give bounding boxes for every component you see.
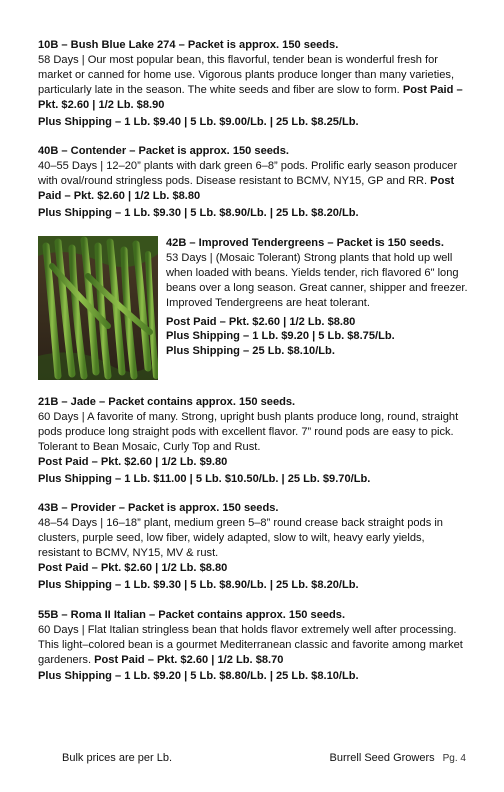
- page-number: Pg. 4: [442, 753, 466, 764]
- green-beans-image: [38, 236, 158, 380]
- product-title: 40B – Contender – Packet is approx. 150 seeds.: [38, 145, 289, 158]
- product-entry-55b: [38, 608, 468, 685]
- product-description: 48–54 Days | 16–18” plant, medium green 5–8” round crease back straight pods in clusters, purple seed, low fiber, widely adapted, slow to wilt, heavy early yields, resistant to BCMV, NY15, MV & rust.: [38, 517, 443, 560]
- postpaid-price: Post Paid – Pkt. $2.60 | 1/2 Lb. $8.80: [38, 562, 228, 575]
- product-entry-43b: [38, 501, 468, 592]
- product-description: 40–55 Days | 12–20” plants with dark green 6–8” pods. Prolific early season producer with oval/round stringless pods. Disease resistant to BCMV, NY15, GP and RR.: [38, 160, 458, 188]
- product-description: 53 Days | (Mosaic Tolerant) Strong plants that hold up well when loaded with beans. Yields tender, rich flavored 6" long beans over a long season. Great canner, shipper and freezer. Improved Tendergreens are heat tolerant.: [166, 251, 468, 309]
- product-title: 43B – Provider – Packet is approx. 150 seeds.: [38, 502, 279, 515]
- product-description: 60 Days | Flat Italian stringless bean that holds flavor extremely well after processing. This light–colored bean is a gourmet Mediterranean classic and favorite among market gardeners.: [38, 623, 463, 666]
- footer-company: [329, 751, 466, 767]
- postpaid-price: Post Paid – Pkt. $2.60 | 1/2 Lb. $8.90: [38, 83, 463, 111]
- green-beans-photo: [38, 236, 158, 380]
- postpaid-price: Post Paid – Pkt. $2.60 | 1/2 Lb. $8.80: [166, 315, 356, 328]
- product-title: 55B – Roma II Italian – Packet contains approx. 150 seeds.: [38, 608, 346, 621]
- product-title: 42B – Improved Tendergreens – Packet is 150 seeds.: [166, 236, 444, 249]
- footer-bulk-note: Bulk prices are per Lb.: [62, 752, 173, 764]
- shipping-price-bulk: Plus Shipping – 25 Lb. $8.10/Lb.: [166, 345, 335, 358]
- shipping-price: Plus Shipping – 1 Lb. $9.20 | 5 Lb. $8.75/Lb.: [166, 330, 395, 343]
- product-title: 21B – Jade – Packet contains approx. 150 seeds.: [38, 395, 296, 408]
- shipping-price: Plus Shipping – 1 Lb. $9.30 | 5 Lb. $8.90/Lb. | 25 Lb. $8.20/Lb.: [38, 207, 359, 220]
- product-title: 10B – Bush Blue Lake 274 – Packet is approx. 150 seeds.: [38, 39, 339, 51]
- catalog-page: [38, 38, 468, 699]
- shipping-price: Plus Shipping – 1 Lb. $11.00 | 5 Lb. $10.50/Lb. | 25 Lb. $9.70/Lb.: [38, 472, 371, 485]
- postpaid-price: Post Paid – Pkt. $2.60 | 1/2 Lb. $8.70: [94, 653, 284, 666]
- product-entry-10b: [38, 38, 468, 129]
- postpaid-price: Post Paid – Pkt. $2.60 | 1/2 Lb. $9.80: [38, 455, 228, 468]
- shipping-price: Plus Shipping – 1 Lb. $9.30 | 5 Lb. $8.90/Lb. | 25 Lb. $8.20/Lb.: [38, 578, 359, 591]
- page-footer: [62, 751, 466, 767]
- shipping-price: Plus Shipping – 1 Lb. $9.20 | 5 Lb. $8.80/Lb. | 25 Lb. $8.10/Lb.: [38, 670, 359, 683]
- product-description: 58 Days | Our most popular bean, this flavorful, tender bean is wonderful fresh for market or canned for home use. Vigorous plants produce longer than many varieties, particularly late in the season. The white seeds and fiber are slow to form.: [38, 53, 455, 96]
- product-entry-42b: [38, 236, 468, 380]
- shipping-price: Plus Shipping – 1 Lb. $9.40 | 5 Lb. $9.00/Lb. | 25 Lb. $8.25/Lb.: [38, 115, 359, 128]
- postpaid-price: Post Paid – Pkt. $2.60 | 1/2 Lb. $8.80: [38, 175, 455, 203]
- product-entry-21b: [38, 395, 468, 486]
- product-entry-40b: [38, 144, 468, 221]
- footer-company-name: Burrell Seed Growers: [329, 752, 435, 764]
- product-description: 60 Days | A favorite of many. Strong, upright bush plants produce long, round, straight pods produce long straight pods with excellent flavor. 7” round pods are easy to pick. Tolerant to Bean Mosaic, Curly Top and Rust.: [38, 410, 459, 453]
